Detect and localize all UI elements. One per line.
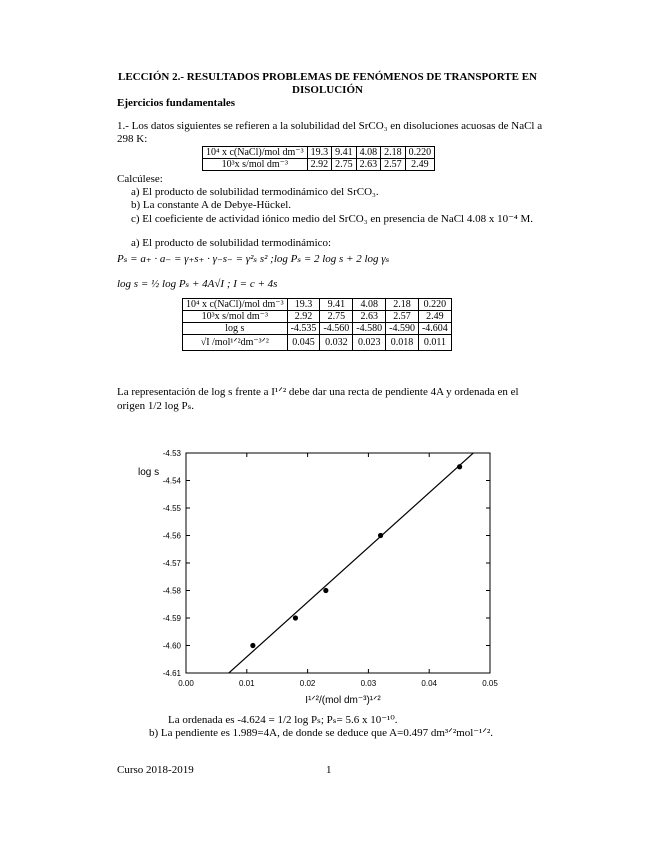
y-tick-label: -4.58 (162, 586, 181, 596)
x-tick-label: 0.05 (482, 679, 498, 688)
table-cell: 2.92 (287, 311, 320, 323)
y-tick-label: -4.53 (162, 449, 181, 458)
x-tick-label: 0.00 (178, 679, 194, 688)
representation-line1: La representación de log s frente a I¹ᐟ² debe dar una recta de pendiente 4A y ordenada en el (117, 386, 519, 398)
conclusion-line1: La ordenada es -4.624 = 1/2 log Pₛ; Pₛ= 5.6 x 10⁻¹⁰. (168, 714, 398, 726)
question-c: c) El coeficiente de actividad iónico medio del SrCO₃ en presencia de NaCl 4.08 x 10⁻⁴ M. (131, 213, 534, 225)
table-cell: 2.63 (356, 159, 381, 171)
table-cell: 2.18 (381, 147, 406, 159)
table-cell: 0.220 (405, 147, 435, 159)
table-cell: 0.018 (386, 335, 419, 351)
table-cell: 2.75 (320, 311, 353, 323)
table-cell: 4.08 (356, 147, 381, 159)
table-cell: 2.92 (307, 159, 332, 171)
conclusion-line2: b) La pendiente es 1.989=4A, de donde se deduce que A=0.497 dm³ᐟ²mol⁻¹ᐟ². (149, 727, 494, 739)
calc-label: Calcúlese: (117, 173, 163, 185)
row-label: log s (183, 323, 288, 335)
table-cell: -4.560 (320, 323, 353, 335)
data-point (250, 643, 255, 648)
section-heading: Ejercicios fundamentales (117, 97, 236, 109)
table-cell: 2.49 (418, 311, 451, 323)
y-axis-label: log s (138, 467, 160, 478)
page-title-line1: LECCIÓN 2.- RESULTADOS PROBLEMAS DE FENÓMENOS DE TRANSPORTE EN (117, 71, 537, 83)
question-a: a) El producto de solubilidad termodinámico del SrCO₃. (131, 186, 379, 198)
y-tick-label: -4.55 (162, 504, 181, 513)
table-cell: -4.535 (287, 323, 320, 335)
fit-line (186, 438, 490, 711)
data-point (323, 588, 328, 593)
table-cell: 2.63 (353, 311, 386, 323)
table-cell: 4.08 (353, 299, 386, 311)
table-cell: 2.57 (381, 159, 406, 171)
table-cell: 0.023 (353, 335, 386, 351)
equation-1: Pₛ = a₊ · a₋ = γ₊s₊ · γ₋s₋ = γ²ₛ s² ;log Pₛ = 2 log s + 2 log γₛ (117, 253, 390, 265)
y-tick-label: -4.60 (162, 641, 181, 651)
problem-intro-line1: 1.- Los datos siguientes se refieren a la solubilidad del SrCO₃ en disoluciones acuosas de NaCl a (117, 120, 543, 132)
x-tick-label: 0.04 (421, 679, 437, 688)
equation-2: log s = ½ log Pₛ + 4A√I ; I = c + 4s (117, 278, 278, 290)
representation-line2: origen 1/2 log Pₛ. (117, 400, 195, 412)
table-cell: 2.49 (405, 159, 435, 171)
footer-course: Curso 2018-2019 (117, 764, 194, 776)
row-label: 10³x s/mol dm⁻³ (203, 159, 308, 171)
table-cell: 0.220 (418, 299, 451, 311)
x-axis-label: I¹ᐟ²/(mol dm⁻³)¹ᐟ² (305, 695, 381, 706)
table-cell: 9.41 (320, 299, 353, 311)
plot-frame (186, 453, 490, 673)
row-label: 10⁴ x c(NaCl)/mol dm⁻³ (183, 299, 288, 311)
row-label: √I /mol¹ᐟ²dm⁻³ᐟ² (183, 335, 288, 351)
table-cell: 0.032 (320, 335, 353, 351)
y-tick-label: -4.57 (162, 559, 181, 568)
data-point (378, 533, 383, 538)
table-cell: 9.41 (332, 147, 357, 159)
problem-intro-line2: 298 K: (117, 133, 148, 145)
table-cell: -4.590 (386, 323, 419, 335)
y-tick-label: -4.54 (162, 476, 181, 486)
answer-a-heading: a) El producto de solubilidad termodinámico: (131, 237, 332, 249)
data-point (293, 615, 298, 620)
footer-page-number: 1 (326, 764, 332, 776)
x-tick-label: 0.02 (299, 679, 316, 688)
table-cell: 0.011 (418, 335, 451, 351)
table-cell: 0.045 (287, 335, 320, 351)
row-label: 10⁴ x c(NaCl)/mol dm⁻³ (203, 147, 308, 159)
table-cell: -4.580 (353, 323, 386, 335)
data-point (457, 464, 462, 469)
x-tick-label: 0.01 (239, 679, 255, 688)
table-cell: 19.3 (287, 299, 320, 311)
table-cell: 2.75 (332, 159, 357, 171)
row-label: 10³x s/mol dm⁻³ (183, 311, 288, 323)
x-tick-label: 0.03 (360, 679, 377, 688)
y-tick-label: -4.59 (162, 614, 181, 623)
table-cell: 2.57 (386, 311, 419, 323)
y-tick-label: -4.56 (162, 531, 181, 541)
question-b: b) La constante A de Debye-Hückel. (131, 199, 292, 211)
table-cell: -4.604 (418, 323, 451, 335)
y-tick-label: -4.61 (162, 669, 181, 678)
table-cell: 2.18 (386, 299, 419, 311)
page-title-line2: DISOLUCIÓN (292, 84, 363, 96)
table-cell: 19.3 (307, 147, 332, 159)
